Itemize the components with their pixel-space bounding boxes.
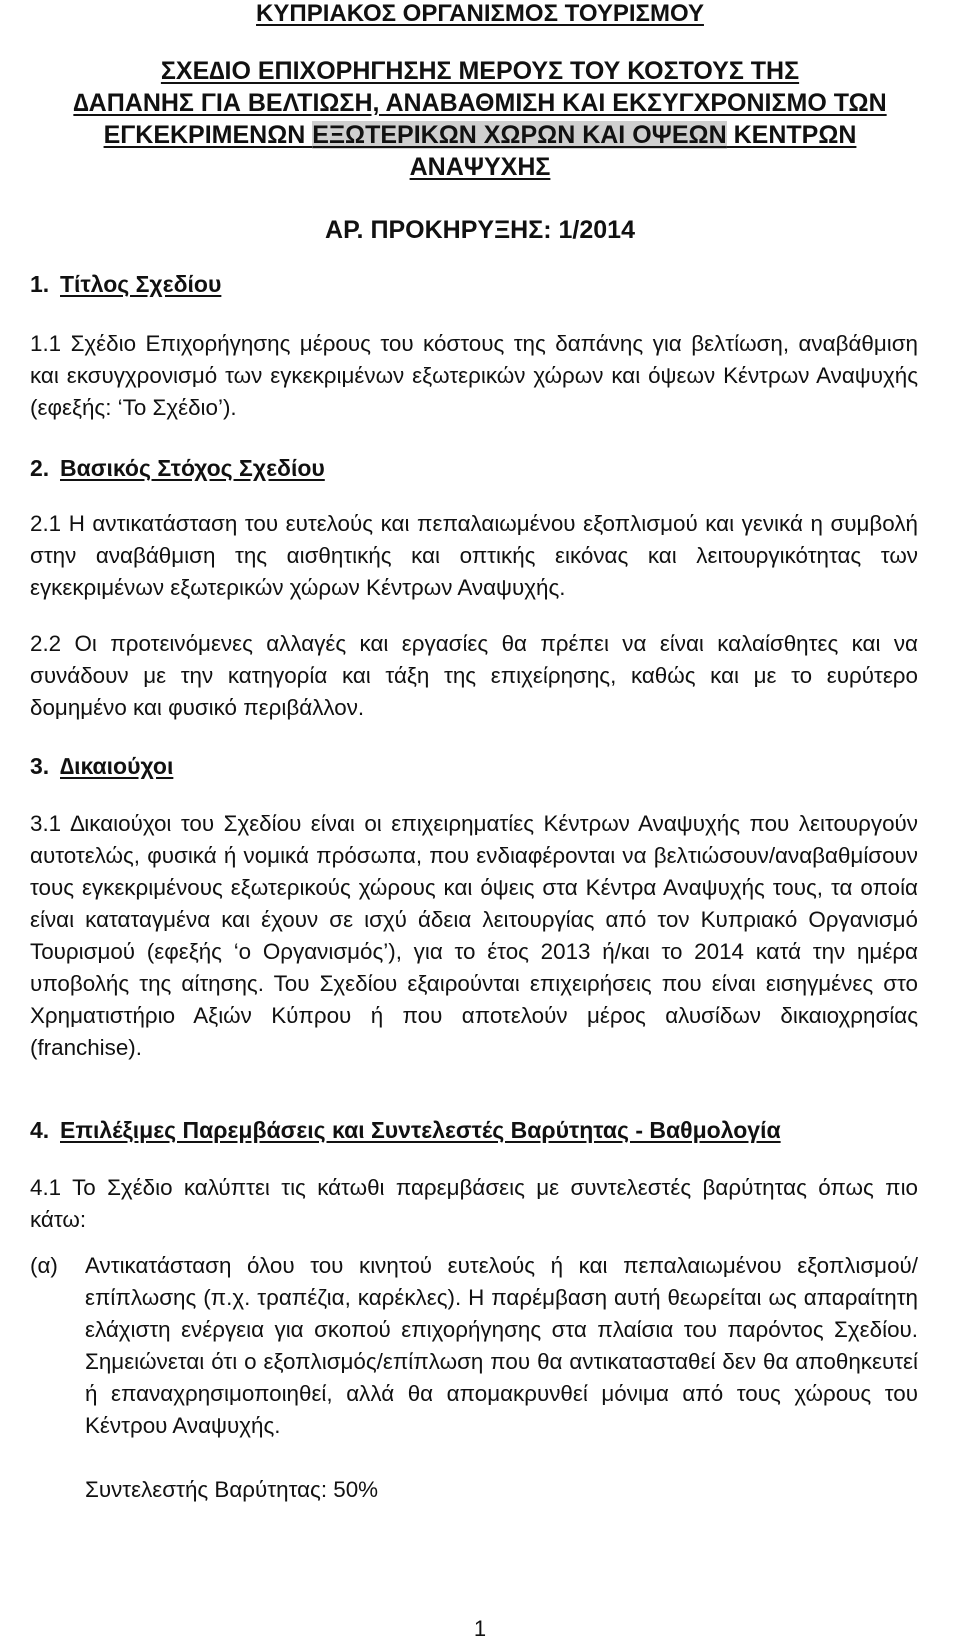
organization-name: ΚΥΠΡΙΑΚΟΣ ΟΡΓΑΝΙΣΜΟΣ ΤΟΥΡΙΣΜΟΥ	[256, 0, 704, 27]
scheme-title-line-2: ∆ΑΠΑΝΗΣ ΓΙΑ ΒΕΛΤΙΩΣΗ, ΑΝΑΒΑΘΜΙΣΗ ΚΑΙ ΕΚΣΥΓΧΡΟΝΙΣΜΟ ΤΩΝ	[73, 89, 887, 117]
section-title: Επιλέξιμες Παρεμβάσεις και Συντελεστές Βαρύτητας - Βαθμολογία	[60, 1117, 781, 1143]
section-4-heading	[30, 1116, 930, 1144]
scheme-title-line-1: ΣΧΕ∆ΙΟ ΕΠΙΧΟΡΗΓΗΣΗΣ ΜΕΡΟΥΣ ΤΟΥ ΚΟΣΤΟΥΣ ΤΗΣ	[160, 57, 800, 85]
page-number: 1	[473, 1616, 487, 1641]
paragraph-2-2: 2.2 Οι προτεινόμενες αλλαγές και εργασίες θα πρέπει να είναι καλαίσθητες και να συνάδουν με την κατηγορία και τάξη της επιχείρησης, καθώς και με το ευρύτερο δομημένο και φυσικό περιβάλλον.	[30, 631, 918, 720]
weight-factor: Συντελεστής Βαρύτητας: 50%	[85, 1477, 379, 1502]
section-number: 4.	[30, 1117, 50, 1143]
scheme-title-line-4: ΑΝΑΨΥΧΗΣ	[409, 153, 551, 181]
section-1-heading	[30, 270, 930, 298]
scheme-title-line-3	[30, 119, 930, 151]
announcement-number: ΑΡ. ΠΡΟΚΗΡΥΞΗΣ: 1/2014	[325, 216, 635, 244]
section-2-heading	[30, 454, 930, 482]
paragraph-3-1: 3.1 ∆ικαιούχοι του Σχεδίου είναι οι επιχειρηματίες Κέντρων Αναψυχής που λειτουργούν αυτοτελώς, φυσικά ή νομικά πρόσωπα, που ενδιαφέρονται να βελτιώσουν/αναβαθμίσουν τους εγκεκριμένους εξωτερικούς χώρους και όψεις στα Κέντρα Αναψυχής τους, τα οποία είναι καταταγμένα και έχουν σε ισχύ άδεια λειτουργίας από τον Κυπριακό Οργανισμό Τουρισμού (εφεξής ‘ο Οργανισμός’), για το έτος 2013 ή/και το 2014 κατά την ημέρα υποβολής της αίτησης. Του Σχεδίου εξαιρούνται επιχειρήσεις που είναι εισηγμένες στο Χρηματιστήριο Αξιών Κύπρου ή που αποτελούν μέρος αλυσίδων δικαιοχρησίας (franchise).	[30, 811, 918, 1060]
section-title: ∆ικαιούχοι	[60, 753, 174, 779]
paragraph-2-1: 2.1 Η αντικατάσταση του ευτελούς και πεπαλαιωμένου εξοπλισμού και γενικά η συμβολή στην αναβάθμιση της αισθητικής και οπτικής εικόνας και λειτουργικότητας των εγκεκριμένων εξωτερικών χώρων Κέντρων Αναψυχής.	[30, 511, 918, 600]
section-number: 3.	[30, 753, 50, 779]
scheme-title	[30, 55, 930, 183]
section-number: 2.	[30, 455, 50, 481]
paragraph-1-1: 1.1 Σχέδιο Επιχορήγησης μέρους του κόστους της δαπάνης για βελτίωση, αναβάθμιση και εκσυγχρονισμό των εγκεκριμένων εξωτερικών χώρων και όψεων Κέντρων Αναψυχής (εφεξής: ‘Το Σχέδιο’).	[30, 331, 918, 420]
section-title: Βασικός Στόχος Σχεδίου	[60, 455, 325, 481]
scheme-title-line-3-a: ΕΓΚΕΚΡΙΜΕΝΩΝ	[103, 121, 313, 149]
section-number: 1.	[30, 271, 50, 297]
list-item-label: (α)	[30, 1253, 58, 1278]
section-3-heading	[30, 752, 930, 780]
section-title: Τίτλος Σχεδίου	[60, 271, 222, 297]
scheme-title-highlight: ΕΞΩΤΕΡΙΚΩΝ ΧΩΡΩΝ ΚΑΙ ΟΨΕΩΝ	[312, 121, 727, 149]
scheme-title-line-3-c: ΚΕΝΤΡΩΝ	[726, 121, 857, 149]
paragraph-4-1: 4.1 Το Σχέδιο καλύπτει τις κάτωθι παρεμβάσεις με συντελεστές βαρύτητας όπως πιο κάτω:	[30, 1175, 918, 1232]
list-item-text: Αντικατάσταση όλου του κινητού ευτελούς ή και πεπαλαιωμένου εξοπλισμού/επίπλωσης (π.χ. τραπέζια, καρέκλες). Η παρέμβαση αυτή θεωρείται ως απαραίτητη ελάχιστη ενέργεια για σκοπού επιχορήγησης στα πλαίσια του παρόντος Σχεδίου. Σημειώνεται ότι ο εξοπλισμός/επίπλωση που θα αντικατασταθεί δεν θα αποθηκευτεί ή επαναχρησιμοποιηθεί, αλλά θα απομακρυνθεί μόνιμα από τους χώρους του Κέντρου Αναψυχής.	[85, 1253, 918, 1438]
